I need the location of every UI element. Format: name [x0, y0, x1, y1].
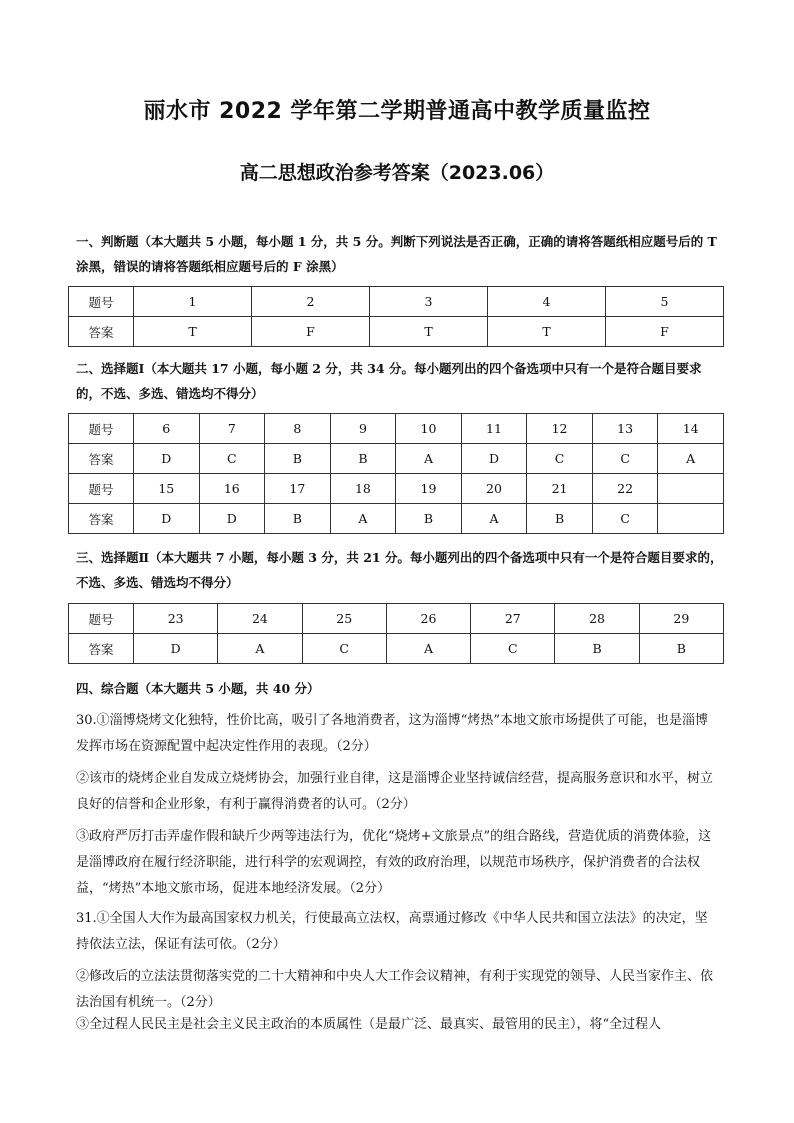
table-cell: 5: [606, 287, 724, 317]
table-cell: B: [330, 444, 396, 474]
table-cell: 22: [592, 474, 658, 504]
table-row: [69, 317, 724, 347]
table-cell: 答案: [69, 634, 134, 664]
table-cell: 10: [396, 414, 462, 444]
table-cell: 20: [461, 474, 527, 504]
table-cell: F: [252, 317, 370, 347]
table-cell: B: [265, 504, 331, 534]
table-cell: 27: [471, 604, 555, 634]
table-cell: 6: [134, 414, 200, 444]
table-cell: 8: [265, 414, 331, 444]
table-cell: 16: [199, 474, 265, 504]
table-cell: A: [218, 634, 302, 664]
table-cell: T: [370, 317, 488, 347]
table-cell: B: [555, 634, 639, 664]
section2-table: [68, 413, 724, 534]
table-cell: C: [527, 444, 593, 474]
section2-heading: 二、选择题Ⅰ（本大题共 17 小题，每小题 2 分，共 34 分。每小题列出的四个备选项中只有一个是符合题目要求的，不选、多选、错选均不得分）: [76, 361, 702, 401]
table-cell: C: [302, 634, 386, 664]
answer-paragraph: 31.①全国人大作为最高国家权力机关，行使最高立法权，高票通过修改《中华人民共和国立法法》的决定，坚持依法立法，保证有法可依。（2分）: [76, 911, 708, 952]
document-title: 丽水市 2022 学年第二学期普通高中教学质量监控: [143, 99, 651, 124]
table-cell: 答案: [69, 504, 134, 534]
table-cell: 题号: [69, 604, 134, 634]
table-cell: D: [461, 444, 527, 474]
table-cell: D: [134, 634, 218, 664]
table-cell: A: [330, 504, 396, 534]
table-cell: C: [471, 634, 555, 664]
answer-paragraph: ③全过程人民民主是社会主义民主政治的本质属性（是最广泛、最真实、最管用的民主），将“全过程人: [76, 1017, 662, 1032]
table-cell: 1: [134, 287, 252, 317]
table-cell: 15: [134, 474, 200, 504]
table-cell: 28: [555, 604, 639, 634]
table-cell: 2: [252, 287, 370, 317]
table-row: [69, 604, 724, 634]
table-cell: B: [639, 634, 723, 664]
table-cell: 29: [639, 604, 723, 634]
table-cell: 11: [461, 414, 527, 444]
table-cell: D: [134, 444, 200, 474]
table-cell: B: [396, 504, 462, 534]
section1-table: [68, 286, 724, 347]
table-cell: 24: [218, 604, 302, 634]
table-cell: 题号: [69, 287, 134, 317]
table-cell: C: [592, 444, 658, 474]
table-cell: [658, 504, 724, 534]
table-row: [69, 504, 724, 534]
table-cell: D: [199, 504, 265, 534]
table-cell: 25: [302, 604, 386, 634]
answer-paragraph: ②该市的烧烤企业自发成立烧烤协会，加强行业自律，这是淄博企业坚持诚信经营，提高服务意识和水平，树立良好的信誉和企业形象，有利于赢得消费者的认可。（2分）: [76, 771, 714, 812]
table-row: [69, 414, 724, 444]
table-cell: A: [461, 504, 527, 534]
table-cell: 17: [265, 474, 331, 504]
table-cell: T: [488, 317, 606, 347]
section3-table: [68, 603, 724, 664]
table-cell: 3: [370, 287, 488, 317]
table-cell: 题号: [69, 414, 134, 444]
table-cell: C: [592, 504, 658, 534]
table-cell: 9: [330, 414, 396, 444]
table-cell: 答案: [69, 317, 134, 347]
table-cell: B: [527, 504, 593, 534]
answer-paragraph: ②修改后的立法法贯彻落实党的二十大精神和中央人大工作会议精神，有利于实现党的领导、人民当家作主、依法治国有机统一。（2分）: [76, 969, 714, 1010]
table-cell: [658, 474, 724, 504]
table-cell: 21: [527, 474, 593, 504]
table-cell: 题号: [69, 474, 134, 504]
table-cell: 12: [527, 414, 593, 444]
table-cell: 23: [134, 604, 218, 634]
table-row: [69, 287, 724, 317]
table-row: [69, 474, 724, 504]
table-cell: T: [134, 317, 252, 347]
table-cell: A: [658, 444, 724, 474]
table-cell: B: [265, 444, 331, 474]
table-cell: D: [134, 504, 200, 534]
table-cell: C: [199, 444, 265, 474]
section1-heading: 一、判断题（本大题共 5 小题，每小题 1 分，共 5 分。判断下列说法是否正确，正确的请将答题纸相应题号后的 T 涂黑，错误的请将答题纸相应题号后的 F 涂黑）: [76, 234, 717, 274]
answer-paragraph: 30.①淄博烧烤文化独特，性价比高，吸引了各地消费者，这为淄博“烤热”本地文旅市场提供了可能，也是淄博发挥市场在资源配置中起决定性作用的表现。（2分）: [76, 713, 708, 754]
table-row: [69, 634, 724, 664]
table-cell: A: [396, 444, 462, 474]
table-cell: 4: [488, 287, 606, 317]
table-cell: A: [386, 634, 470, 664]
table-cell: 18: [330, 474, 396, 504]
table-cell: 13: [592, 414, 658, 444]
document-subtitle: 高二思想政治参考答案（2023.06）: [239, 162, 555, 184]
section3-heading: 三、选择题Ⅱ（本大题共 7 小题，每小题 3 分，共 21 分。每小题列出的四个备选项中只有一个是符合题目要求的，不选、多选、错选均不得分）: [76, 550, 723, 590]
table-cell: 26: [386, 604, 470, 634]
table-cell: 7: [199, 414, 265, 444]
table-cell: 14: [658, 414, 724, 444]
table-row: [69, 444, 724, 474]
table-cell: 19: [396, 474, 462, 504]
table-cell: F: [606, 317, 724, 347]
answer-paragraph: ③政府严厉打击弄虚作假和缺斤少两等违法行为，优化“烧烤+文旅景点”的组合路线，营造优质的消费体验，这是淄博政府在履行经济职能，进行科学的宏观调控，有效的政府治理，以规范市场秩序，保护消费者的合法权益，“烤热”本地文旅市场，促进本地经济发展。（2分）: [76, 829, 712, 896]
section4-heading: 四、综合题（本大题共 5 小题，共 40 分）: [76, 681, 320, 696]
table-cell: 答案: [69, 444, 134, 474]
